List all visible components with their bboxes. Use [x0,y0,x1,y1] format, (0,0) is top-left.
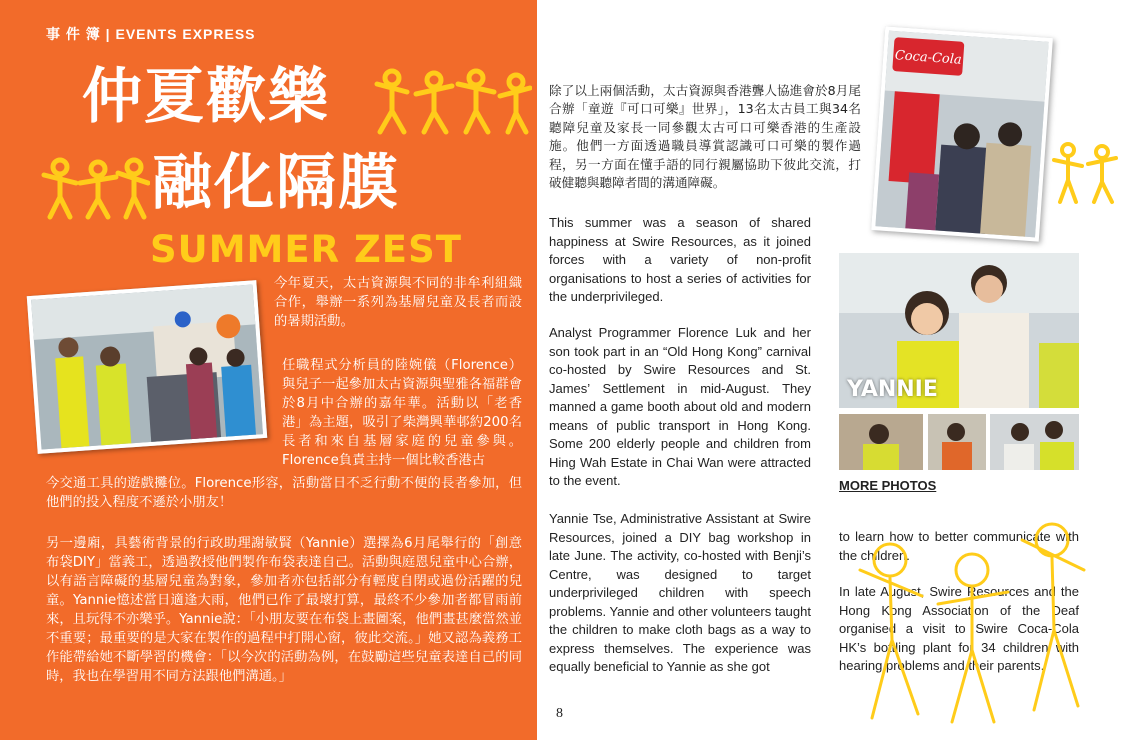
florence-paragraph-cn: 任職程式分析員的陸婉儀（Florence）與兒子一起參加太古資源與聖雅各福群會於8月中合辦的嘉年華。活動以「老香港」為主題，吸引了柴灣興華邨約200名長者和來自基層家庭的兒童參與。Florence負責主持一個比較香港古 [282,358,522,468]
dancing-figures-icon [372,66,532,136]
large-dancing-figures-icon [852,500,1092,730]
coca-cola-visit-photo [871,26,1053,241]
page-number: 8 [556,706,563,721]
intro-paragraph-en: This summer was a season of shared happiness at Swire Resources, as it joined forces with a variety of non-profit organisations to host a series of activities for the underprivileged. [549,215,811,304]
yannie-paragraph-en-cont: to learn how to better communicate with the children. [839,529,1079,563]
carnival-photo-image [31,284,267,454]
coca-cola-photo-image [875,31,1053,242]
section-header: 事 件 簿 | EVENTS EXPRESS [46,26,256,42]
yannie-photo-label: YANNIE [847,377,938,402]
coca-cola-paragraph-cn: 除了以上兩個活動，太古資源與香港聾人協進會於8月尾合辦「童遊『可口可樂』世界」，13名太古員工與34名聽障兒童及家長一同參觀太古可口可樂香港的生產設施。他們一方面透過職員導賞認識可口可樂的製作過程，另一方面在懂手語的同行親屬協助下彼此交流，打破健聽與聽障者間的溝通障礙。 [549,83,861,191]
dancing-figures-right-icon [1052,140,1120,206]
thumbnail-photo-2[interactable] [928,414,986,470]
intro-paragraph-cn: 今年夏天，太古資源與不同的非牟利組織合作，舉辦一系列為基層兒童及長者而設的暑期活動。 [274,276,522,329]
title-line-1: 仲夏歡樂 [82,62,330,132]
thumbnail-photo-1[interactable] [839,414,923,470]
yannie-paragraph-en: Yannie Tse, Administrative Assistant at Swire Resources, joined a DIY bag workshop in late June. The activity, co-hosted with Benji’s Centre, was designed to target underprivileged children with speech problems. Yannie and other volunteers taught the children to make cloth bags as a way to express themselves. The experience was equally beneficial to Yannie as she got [549,511,811,674]
coca-cola-paragraph-en: In late August, Swire Resources and the Hong Kong Association of the Deaf organised a visit to Swire Coca-Cola HK’s bottling plant for 34 children with hearing problems and their parents. [839,584,1079,673]
coca-cola-sign: Coca-Cola [894,48,963,68]
florence-paragraph-en: Analyst Programmer Florence Luk and her son took part in an “Old Hong Kong” carnival co-hosted by Swire Resources and St. James’ Settlement in mid-August. They manned a game booth about old and modern means of public transport in Hong Kong. Some 200 elderly people and children from Hing Wah Estate in Chai Wan were attracted to the event. [549,325,811,488]
left-page [0,0,537,740]
yannie-paragraph-cn: 另一邊廂，具藝術背景的行政助理謝敏賢（Yannie）選擇為6月尾舉行的「創意布袋DIY」當義工，透過教授他們製作布袋表達自己。活動與庭恩兒童中心合辦，以有語言障礙的基層兒童為對象，參加者亦包括部分有輕度自閉或過份活躍的兒童。Yannie憶述當日適逢大雨，他們已作了最壞打算，最終不少參加者都冒雨前來，且玩得不亦樂乎。Yannie說：「小朋友要在布袋上畫圖案，他們畫甚麼當然並不重要；最重要的是大家在製作的過程中打開心窗，彼此交流。」她又認為義務工作能帶給她不斷學習的機會：「以今次的活動為例，在鼓勵這些兒童表達自己的同時，我也在學習用不同方法跟他們溝通。」 [46,536,522,684]
yannie-photo [839,253,1079,408]
more-photos-link[interactable]: MORE PHOTOS [839,478,937,493]
florence-paragraph-cn-cont: 今交通工具的遊戲攤位。Florence形容，活動當日不乏行動不便的長者參加，但他們的投入程度不遜於小朋友！ [46,476,522,510]
title-line-2: 融化隔膜 [152,148,400,218]
dancing-figures-left-icon [40,155,150,220]
thumbnail-photo-3[interactable] [990,414,1079,470]
subtitle: SUMMER ZEST [150,228,462,271]
carnival-photo [27,280,267,454]
